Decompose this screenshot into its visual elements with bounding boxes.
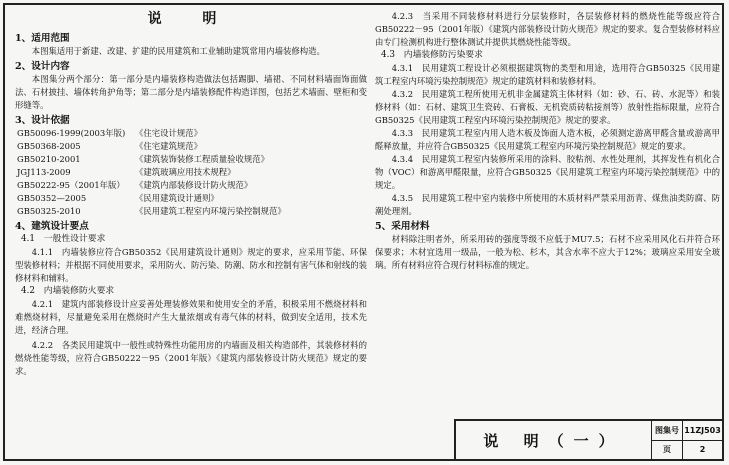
clause-4-3-4: 4.3.4 民用建筑工程室内装修所采用的涂料、胶粘剂、水性处理剂，其挥发性有机化合物（VOC）和游离甲醛限量，应符合GB50325《民用建筑工程室内环境污染控制规范》中的规定。 <box>375 154 720 190</box>
subsection-heading-general: 4.1 一般性设计要求 <box>21 234 106 244</box>
page-number: 2 <box>699 445 706 455</box>
subsection-heading-pollution: 4.3 内墙装修防污染要求 <box>381 50 483 60</box>
subsection-heading-fire: 4.2 内墙装修防火要求 <box>21 286 115 296</box>
left-column <box>15 5 367 459</box>
code-title: 《民用建筑设计通则》 <box>135 193 219 203</box>
code-number: GB50325-2010 <box>17 206 81 216</box>
code-number: GB50352—2005 <box>17 193 87 203</box>
clause-4-3-3: 4.3.3 民用建筑工程室内用人造木板及饰面人造木板，必须测定游离甲醛含量或游离甲醛释放量，并应符合GB50325《民用建筑工程室内环境污染控制规范》规定的要求。 <box>375 128 720 151</box>
right-column <box>375 5 720 459</box>
code-title: 《建筑玻璃应用技术规程》 <box>135 167 236 177</box>
section-heading-scope: 1、适用范围 <box>15 33 70 44</box>
code-row <box>15 127 367 140</box>
code-number: GB50096-1999(2003年版) <box>17 128 126 138</box>
section-heading-design-points: 4、建筑设计要点 <box>15 221 89 232</box>
clause-4-3-1: 4.3.1 民用建筑工程设计必须根据建筑物的类型和用途，选用符合GB50325《民用建筑工程室内环境污染控制规范》规定的建筑材料和装修材料。 <box>375 63 720 86</box>
title-block <box>454 419 722 459</box>
code-number: GB50222-95（2001年版） <box>17 180 125 190</box>
section-heading-materials: 5、采用材料 <box>375 221 430 232</box>
scope-text: 本图集适用于新建、改建、扩建的民用建筑和工业辅助建筑常用内墙装修构造。 <box>31 46 325 56</box>
code-title: 《住宅设计规范》 <box>135 128 202 138</box>
clause-4-3-2: 4.3.2 民用建筑工程所使用无机非金属建筑主体材料（如：砂、石、砖、水泥等）和装修材料（如：石材、建筑卫生瓷砖、石膏板、无机瓷质砖粘接剂等）放射性指标限量，应符合GB50325《民用建筑工程室内环境污染控制规范》规定的要求。 <box>375 89 720 125</box>
code-row <box>15 166 367 179</box>
atlas-row <box>652 421 722 440</box>
code-number: GB50368-2005 <box>17 141 81 151</box>
clause-4-2-2: 4.2.2 各类民用建筑中一般性或特殊性功能用房的内墙面及相关构造部件，其装修材料的燃烧性能等级，应符合GB50222－95（2001年版）《建筑内部装修设计防火规范》规定的要求。 <box>15 340 367 376</box>
code-row <box>15 153 367 166</box>
section-heading-basis: 3、设计依据 <box>15 115 70 126</box>
code-number: JGJ113-2009 <box>17 167 71 177</box>
code-row <box>15 179 367 192</box>
atlas-label: 图集号 <box>652 421 683 440</box>
code-title: 《建筑内部装修设计防火规范》 <box>135 180 253 190</box>
code-title: 《住宅建筑规范》 <box>135 141 202 151</box>
section-heading-content: 2、设计内容 <box>15 61 70 72</box>
code-row <box>15 192 367 205</box>
code-row <box>15 140 367 153</box>
materials-text: 材料除注明者外，所采用砖的强度等级不应低于MU7.5；石材不应采用风化石并符合环保要求；木材宜选用一级品，一般为松、杉木，其含水率不应大于12%；玻璃应采用安全玻璃。所有材料应符合现行材料标准的规定。 <box>375 234 720 270</box>
page-label: 页 <box>652 441 683 460</box>
clause-4-2-3: 4.2.3 当采用不同装修材料进行分层装修时，各层装修材料的燃烧性能等级应符合GB50222－95（2001年版）《建筑内部装修设计防火规范》规定的要求。复合型装修材料应由专门检测机构进行整体测试并提供其燃烧性能等级。 <box>375 11 720 47</box>
code-title: 《建筑装饰装修工程质量验收规范》 <box>135 154 269 164</box>
sheet-meta <box>652 421 722 459</box>
clause-4-2-1: 4.2.1 建筑内部装修设计应妥善处理装修效果和使用安全的矛盾，积极采用不燃烧材料和难燃烧材料，尽量避免采用在燃烧时产生大量浓烟或有毒气体的材料，做到安全适用，技术先进，经济合理。 <box>15 299 367 335</box>
drawing-sheet <box>3 3 724 461</box>
sheet-name: 说 明（一） <box>456 421 652 459</box>
code-title: 《民用建筑工程室内环境污染控制规范》 <box>135 206 286 216</box>
page-row <box>652 440 722 460</box>
code-list <box>15 127 367 218</box>
atlas-number: 11ZJ503 <box>684 425 721 435</box>
content-text: 本图集分两个部分：第一部分是内墙装修构造做法包括踢脚、墙裙、不同材料墙面饰面做法、石材披挂、墙体转角护角等；第二部分是内墙装修配件构造详图，包括艺术墙面、壁柜和变形缝等。 <box>15 74 367 110</box>
code-row <box>15 205 367 218</box>
clause-4-1-1: 4.1.1 内墙装修应符合GB50352《民用建筑设计通则》规定的要求，应采用节能、环保型装修材料；并根据不同使用要求，采用防火、防污染、防潮、防水和控制有害气体和射线的装修材料和辅料。 <box>15 247 367 283</box>
clause-4-3-5: 4.3.5 民用建筑工程中室内装修中所使用的木质材料严禁采用沥青、煤焦油类防腐、防潮处理剂。 <box>375 193 720 216</box>
page-title: 说 明 <box>147 11 235 27</box>
code-number: GB50210-2001 <box>17 154 81 164</box>
